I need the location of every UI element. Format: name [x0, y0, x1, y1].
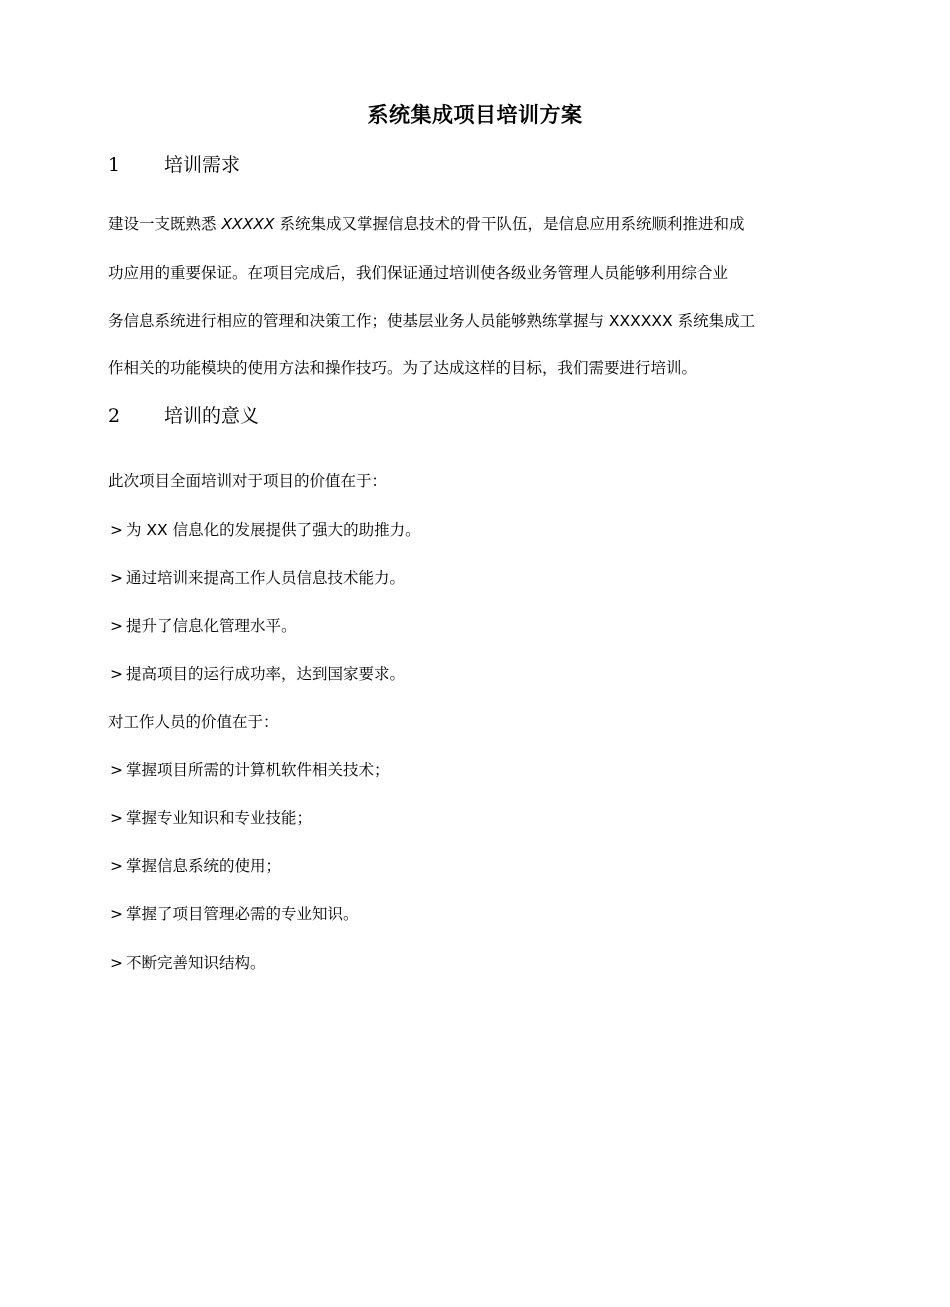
bullet-mark: >: [110, 809, 123, 827]
staff-value-text: 掌握了项目管理必需的专业知识。: [126, 905, 359, 923]
section-1-paragraph-line-4: 作相关的功能模块的使用方法和操作技巧。为了达成这样的目标，我们需要进行培训。: [108, 359, 698, 377]
project-value-item: [108, 661, 405, 687]
project-value-item: [108, 613, 297, 639]
section-1-title: 培训需求: [164, 154, 241, 176]
paragraph-text: 系统集成又掌握信息技术的骨干队伍，是信息应用系统顺利推进和成: [274, 215, 745, 233]
section-1-paragraph-line-3: 务信息系统进行相应的管理和决策工作；使基层业务人员能够熟练掌握与 XXXXXX 系统集成工: [108, 312, 756, 330]
bullet-mark: >: [110, 954, 123, 972]
staff-value-text: 掌握信息系统的使用；: [126, 857, 282, 875]
staff-value-item: [108, 805, 312, 831]
section-1-paragraph-line-1: [108, 211, 828, 237]
bullet-mark: >: [110, 857, 123, 875]
section-1-number: 1: [108, 154, 121, 176]
section-1-heading: [108, 150, 240, 180]
staff-value-intro: 对工作人员的价值在于：: [108, 713, 279, 731]
bullet-mark: >: [110, 761, 123, 779]
bullet-mark: >: [110, 905, 123, 923]
document-title: 系统集成项目培训方案: [367, 103, 583, 127]
project-value-intro: 此次项目全面培训对于项目的价值在于：: [108, 472, 388, 490]
staff-value-text: 掌握专业知识和专业技能；: [126, 809, 313, 827]
project-value-item: [108, 517, 421, 543]
bullet-mark: >: [110, 665, 123, 683]
section-2-heading: [108, 401, 259, 431]
staff-value-item: [108, 950, 266, 976]
project-value-text: 为 XX 信息化的发展提供了强大的助推力。: [126, 521, 421, 539]
staff-value-item: [108, 853, 281, 879]
staff-value-text: 掌握项目所需的计算机软件相关技术；: [126, 761, 390, 779]
staff-value-item: [108, 757, 390, 783]
project-value-text: 通过培训来提高工作人员信息技术能力。: [126, 569, 406, 587]
project-value-item: [108, 565, 405, 591]
bullet-mark: >: [110, 617, 123, 635]
bullet-mark: >: [110, 569, 123, 587]
section-1-paragraph-line-2: 功应用的重要保证。在项目完成后，我们保证通过培训使各级业务管理人员能够利用综合业: [108, 264, 729, 282]
section-2-number: 2: [108, 405, 121, 427]
staff-value-item: [108, 901, 359, 927]
project-value-text: 提高项目的运行成功率，达到国家要求。: [126, 665, 406, 683]
project-value-text: 提升了信息化管理水平。: [126, 617, 297, 635]
paragraph-text: 建设一支既熟悉: [108, 215, 222, 233]
section-2-title: 培训的意义: [164, 405, 260, 427]
bullet-mark: >: [110, 521, 123, 539]
paragraph-emphasis: XXXXX: [221, 215, 275, 233]
staff-value-text: 不断完善知识结构。: [126, 954, 266, 972]
